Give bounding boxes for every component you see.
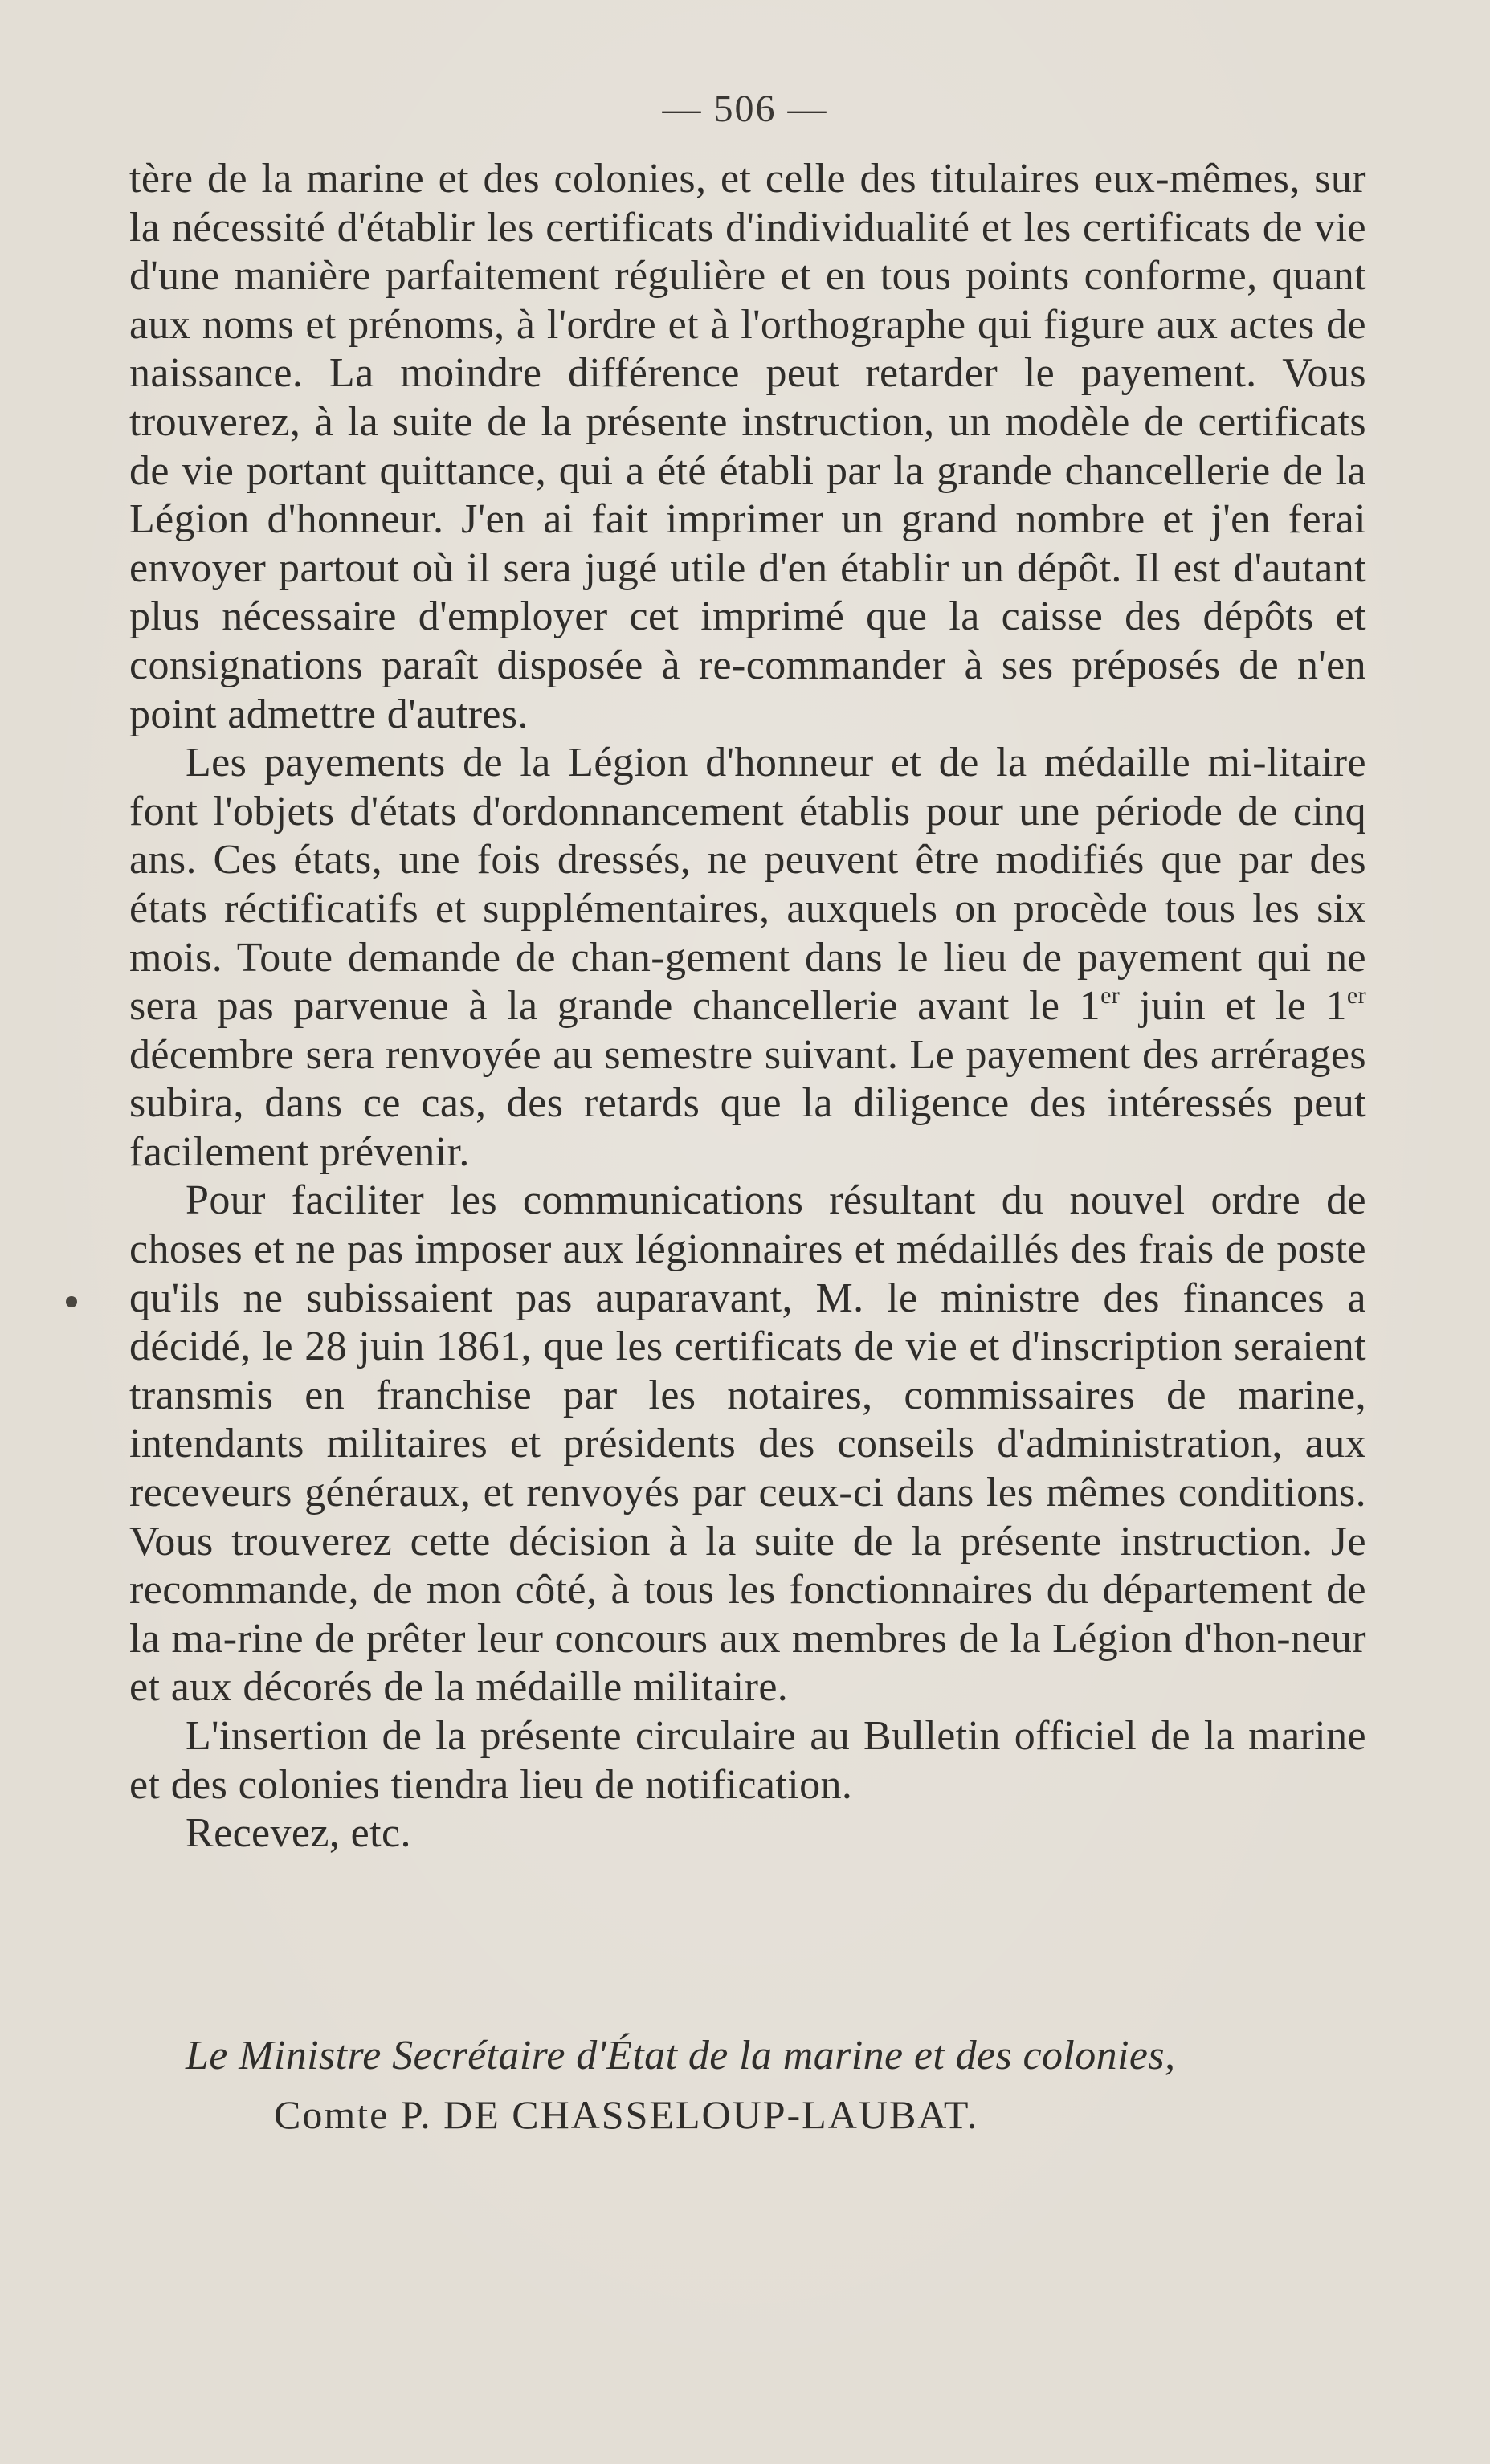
body-text xyxy=(129,155,1366,1858)
signatory-title: Le Ministre Secrétaire d'État de la marine et des colonies, xyxy=(186,2033,1176,2078)
paragraph-4: L'insertion de la présente circulaire au Bulletin officiel de la marine et des colonies tiendra lieu de notification. xyxy=(129,1713,1366,1808)
signature-block xyxy=(129,2030,1366,2143)
page-number: — 506 — xyxy=(662,88,828,130)
superscript-er-2: er xyxy=(1346,982,1366,1010)
paragraph-3: Pour faciliter les communications résultant du nouvel ordre de choses et ne pas imposer aux légionnaires et médaillés des frais de poste qu'ils ne subissaient pas auparavant, M. le ministre des finances a décidé, le 28 juin 1861, que les certificats de vie et d'inscription seraient transmis en franchise par les notaires, commissaires de marine, intendants militaires et présidents des conseils d'administration, aux receveurs généraux, et renvoyés par ceux-ci dans les mêmes conditions. Vous trouverez cette décision à la suite de la présente instruction. Je recommande, de mon côté, à tous les fonctionnaires du département de la ma-rine de prêter leur concours aux membres de la Légion d'hon-neur et aux décorés de la médaille militaire. xyxy=(129,1177,1366,1711)
closing-formula: Recevez, etc. xyxy=(186,1810,411,1857)
superscript-er-1: er xyxy=(1100,982,1121,1010)
paragraph-2-text-a: Les payements de la Légion d'honneur et de la médaille mi-litaire font l'objets d'états d'ordonnancement établis pour une période de cinq ans. Ces états, une fois dressés, ne peuvent être modifiés que par des états réctificatifs et supplémentaires, auxquels on procède tous les six mois. Toute demande de chan-gement dans le lieu de payement qui ne sera pas parvenue à la grande chancellerie avant le 1 xyxy=(129,740,1366,1030)
paragraph-2-text-b: juin et le 1 xyxy=(1120,983,1347,1030)
signatory-name: Comte P. DE CHASSELOUP-LAUBAT. xyxy=(274,2092,979,2137)
paragraph-2-text-c: décembre sera renvoyée au semestre suivant. Le payement des arrérages subira, dans ce cas, des retards que la diligence des intéressés peut facilement prévenir. xyxy=(129,1031,1366,1175)
paragraph-2 xyxy=(129,739,1366,1177)
ink-speck xyxy=(66,1296,77,1307)
paragraph-1: tère de la marine et des colonies, et celle des titulaires eux-mêmes, sur la nécessité d'établir les certificats d'individualité et les certificats de vie d'une manière parfaitement régulière et en tous points conforme, quant aux noms et prénoms, à l'ordre et à l'orthographe qui figure aux actes de naissance. La moindre différence peut retarder le payement. Vous trouverez, à la suite de la présente instruction, un modèle de certificats de vie portant quittance, qui a été établi par la grande chancellerie de la Légion d'honneur. J'en ai fait imprimer un grand nombre et j'en ferai envoyer partout où il sera jugé utile d'en établir un dépôt. Il est d'autant plus nécessaire d'employer cet imprimé que la caisse des dépôts et consignations paraît disposée à re-commander à ses préposés de n'en point admettre d'autres. xyxy=(129,156,1366,737)
